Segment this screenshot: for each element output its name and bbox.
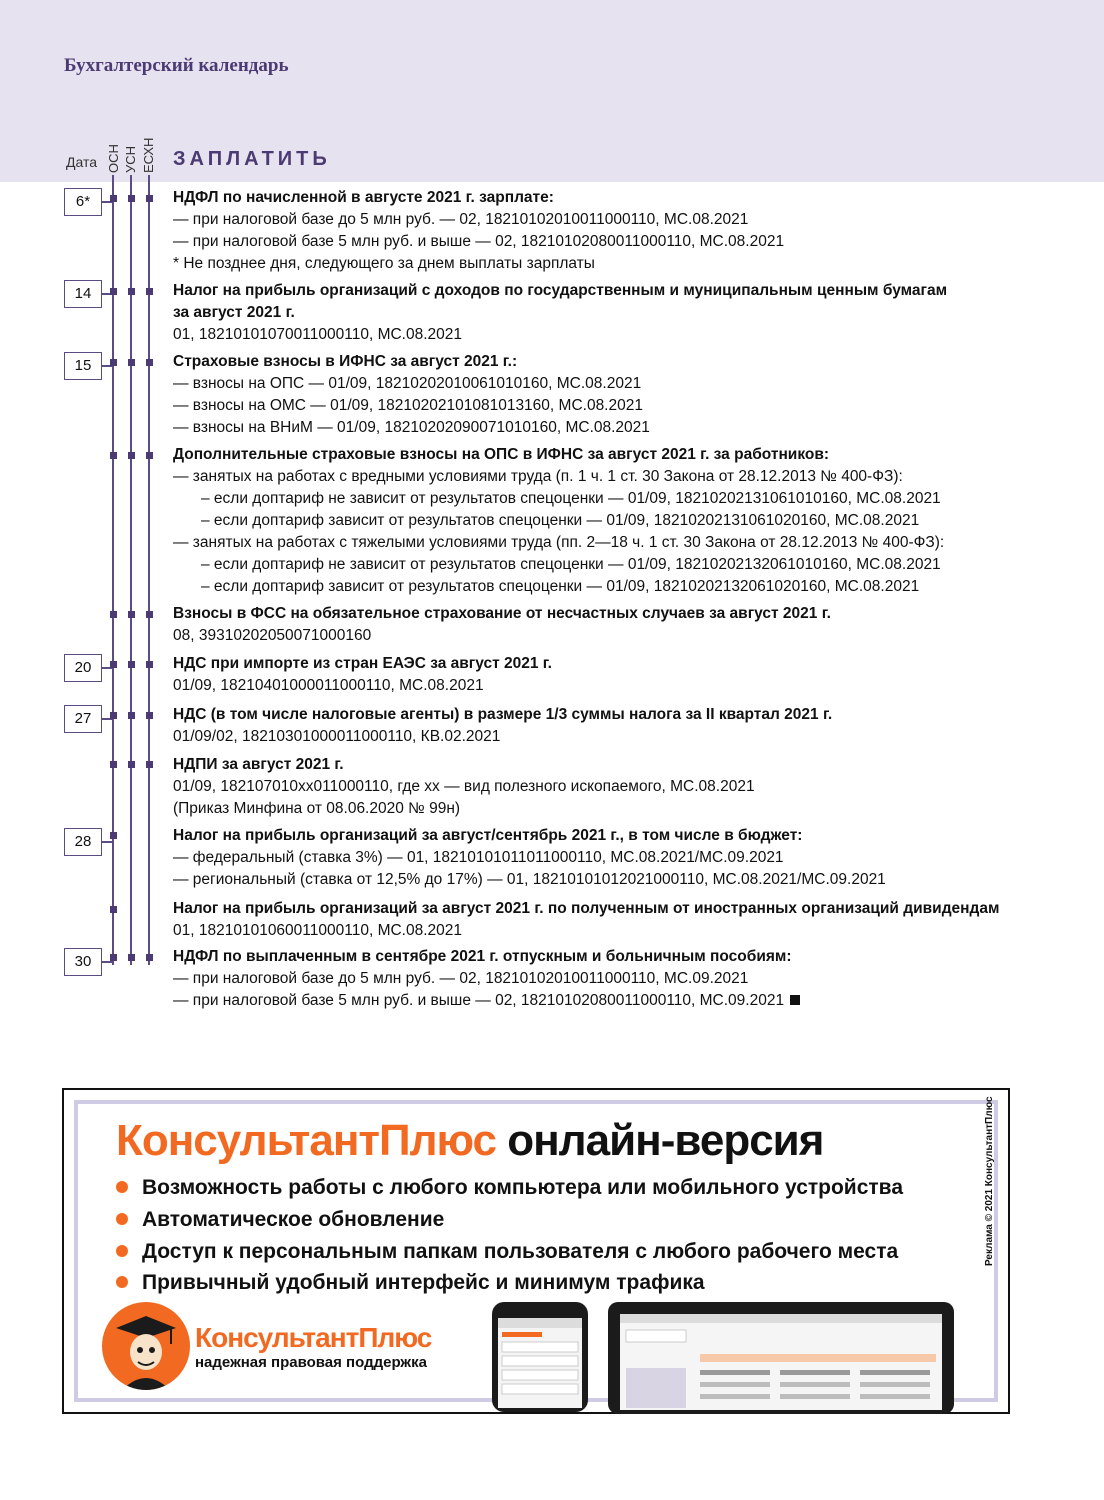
bullet-dot-icon (116, 1181, 128, 1193)
regime-marker (128, 452, 135, 459)
regime-marker (110, 954, 117, 961)
mascot-logo-icon (102, 1302, 190, 1390)
regime-marker (146, 661, 153, 668)
phone-mockup (492, 1302, 588, 1412)
col-label-usn: УСН (123, 145, 138, 173)
entry-heading: Налог на прибыль организаций за август/сентябрь 2021 г., в том числе в бюджет: (173, 827, 803, 844)
regime-marker (146, 195, 153, 202)
calendar-entry (173, 825, 1073, 891)
entry-heading: Дополнительные страховые взносы на ОПС в ИФНС за август 2021 г. за работников: (173, 446, 830, 463)
logo-name: КонсультантПлюс (195, 1322, 432, 1353)
entry-line: — занятых на работах с тяжелыми условиями труда (пп. 2—18 ч. 1 ст. 30 Закона от 28.12.2013 № 400-ФЗ): (173, 534, 945, 551)
regime-marker (128, 611, 135, 618)
header-band (0, 0, 1104, 182)
entry-line: — региональный (ставка от 12,5% до 17%) — 01, 18210101012021000110, МС.08.2021/МС.09.2021 (173, 871, 886, 888)
ad-side-note: Реклама © 2021 КонсультантПлюс (984, 1096, 995, 1266)
regime-marker (110, 452, 117, 459)
entry-footnote: * Не позднее дня, следующего за днем выплаты зарплаты (173, 255, 595, 272)
calendar-entry (173, 898, 1073, 942)
regime-marker (110, 288, 117, 295)
regime-marker (110, 906, 117, 913)
entry-heading: НДФЛ по начисленной в августе 2021 г. зарплате: (173, 189, 554, 206)
entry-line: — при налоговой базе до 5 млн руб. — 02, 18210102010011000110, МС.09.2021 (173, 970, 749, 987)
section-title: Бухгалтерский календарь (64, 55, 289, 76)
bullet-dot-icon (116, 1276, 128, 1288)
regime-marker (110, 712, 117, 719)
date-box: 6* (64, 188, 102, 216)
ad-bullet-text: Возможность работы с любого компьютера или мобильного устройства (142, 1176, 903, 1199)
pay-heading: ЗАПЛАТИТЬ (173, 148, 331, 170)
bullet-dot-icon (116, 1245, 128, 1257)
regime-marker (128, 661, 135, 668)
entry-heading: Страховые взносы в ИФНС за август 2021 г.: (173, 353, 518, 370)
ad-banner (62, 1088, 1010, 1414)
regime-marker (146, 954, 153, 961)
entry-line: — взносы на ОМС — 01/09, 18210202101081013160, МС.08.2021 (173, 397, 643, 414)
entry-heading: Взносы в ФСС на обязательное страхование от несчастных случаев за август 2021 г. (173, 605, 831, 622)
regime-marker (128, 954, 135, 961)
regime-marker (146, 359, 153, 366)
regime-marker (128, 761, 135, 768)
regime-marker (146, 761, 153, 768)
entry-line: (Приказ Минфина от 08.06.2020 № 99н) (173, 800, 461, 817)
date-box: 27 (64, 705, 102, 733)
entry-subline: – если доптариф зависит от результатов спецоценки — 01/09, 18210202132061020160, МС.08.2021 (201, 578, 920, 595)
end-square-icon (790, 995, 800, 1005)
regime-marker (110, 832, 117, 839)
ad-title-rest: онлайн-версия (496, 1116, 824, 1165)
entry-line: — при налоговой базе 5 млн руб. и выше — 02, 18210102080011000110, МС.08.2021 (173, 233, 785, 250)
ad-bullet (116, 1176, 903, 1200)
bullet-dot-icon (116, 1213, 128, 1225)
entry-heading: НДПИ за август 2021 г. (173, 756, 344, 773)
entry-heading: НДФЛ по выплаченным в сентябре 2021 г. отпускным и больничным пособиям: (173, 948, 792, 965)
col-label-esxn: ЕСХН (141, 137, 156, 173)
entry-subline: – если доптариф не зависит от результатов спецоценки — 01/09, 18210202132061010160, МС.08.2021 (201, 556, 941, 573)
entry-line: — взносы на ОПС — 01/09, 18210202010061010160, МС.08.2021 (173, 375, 642, 392)
ad-bullet-text: Автоматическое обновление (142, 1208, 445, 1231)
regime-marker (110, 195, 117, 202)
date-box: 30 (64, 948, 102, 976)
ad-bullet (116, 1208, 444, 1232)
entry-line: — федеральный (ставка 3%) — 01, 18210101011011000110, МС.08.2021/МС.09.2021 (173, 849, 784, 866)
regime-marker (128, 712, 135, 719)
entry-line-text: — при налоговой базе 5 млн руб. и выше — 02, 18210102080011000110, МС.09.2021 (173, 992, 785, 1009)
date-box: 14 (64, 280, 102, 308)
entry-heading: Налог на прибыль организаций с доходов по государственным и муниципальным ценным бумагам (173, 282, 948, 299)
ad-bullet (116, 1240, 898, 1264)
ad-title-brand: КонсультантПлюс (116, 1116, 496, 1165)
entry-line: 01, 18210101060011000110, МС.08.2021 (173, 922, 463, 939)
entry-line: 08, 39310202050071000160 (173, 627, 372, 644)
entry-heading: НДС (в том числе налоговые агенты) в размере 1/3 суммы налога за II квартал 2021 г. (173, 706, 833, 723)
date-connector (101, 841, 113, 843)
regime-marker (110, 611, 117, 618)
regime-marker (128, 195, 135, 202)
regime-marker (110, 661, 117, 668)
entry-line: 01/09, 182107010xx011000110, где хх — вид полезного ископаемого, МС.08.2021 (173, 778, 755, 795)
tablet-mockup (608, 1302, 954, 1414)
date-box: 20 (64, 654, 102, 682)
entry-line: 01, 18210101070011000110, МС.08.2021 (173, 326, 463, 343)
entry-line: — при налоговой базе до 5 млн руб. — 02, 18210102010011000110, МС.08.2021 (173, 211, 749, 228)
regime-marker (146, 712, 153, 719)
regime-marker (110, 359, 117, 366)
date-box: 15 (64, 352, 102, 380)
calendar-entry (173, 704, 1073, 748)
entry-line: — взносы на ВНиМ — 01/09, 18210202090071010160, МС.08.2021 (173, 419, 650, 436)
entry-line: 01/09/02, 18210301000011000110, КВ.02.2021 (173, 728, 501, 745)
ad-bullet-text: Доступ к персональным папкам пользователя с любого рабочего места (142, 1240, 899, 1263)
entry-heading: НДС при импорте из стран ЕАЭС за август 2021 г. (173, 655, 552, 672)
ad-bullet-text: Привычный удобный интерфейс и минимум трафика (142, 1271, 705, 1294)
regime-marker (128, 288, 135, 295)
date-column-label: Дата (66, 154, 98, 170)
calendar-entry (173, 754, 1073, 820)
calendar-entry (173, 946, 1073, 1012)
entry-line: — занятых на работах с вредными условиями труда (п. 1 ч. 1 ст. 30 Закона от 28.12.2013 № 400-ФЗ): (173, 468, 903, 485)
regime-marker (146, 452, 153, 459)
tablet-screen (620, 1314, 942, 1410)
regime-marker (146, 288, 153, 295)
entry-heading: за август 2021 г. (173, 304, 295, 321)
entry-subline: – если доптариф не зависит от результатов спецоценки — 01/09, 18210202131061010160, МС.08.2021 (201, 490, 941, 507)
date-box: 28 (64, 828, 102, 856)
entry-subline: – если доптариф зависит от результатов спецоценки — 01/09, 18210202131061020160, МС.08.2021 (201, 512, 920, 529)
calendar-entry (173, 653, 1073, 697)
date-connector (101, 961, 113, 963)
ad-bullet (116, 1271, 705, 1295)
calendar-entry (173, 603, 1073, 647)
entry-line (173, 990, 1073, 1012)
calendar-entry (173, 187, 1073, 275)
calendar-entry (173, 351, 1073, 439)
calendar-entry (173, 280, 1073, 346)
calendar-entry (173, 444, 1073, 598)
phone-screen (498, 1318, 582, 1408)
regime-marker (146, 611, 153, 618)
ad-title (116, 1116, 823, 1166)
regime-marker (128, 359, 135, 366)
regime-marker (110, 761, 117, 768)
entry-line: 01/09, 18210401000011000110, МС.08.2021 (173, 677, 484, 694)
ad-inner-frame (74, 1096, 998, 1402)
col-label-osn: ОСН (106, 144, 121, 173)
entry-heading: Налог на прибыль организаций за август 2021 г. по полученным от иностранных организаций дивидендам (173, 900, 1000, 917)
logo-tagline: надежная правовая поддержка (195, 1354, 427, 1371)
